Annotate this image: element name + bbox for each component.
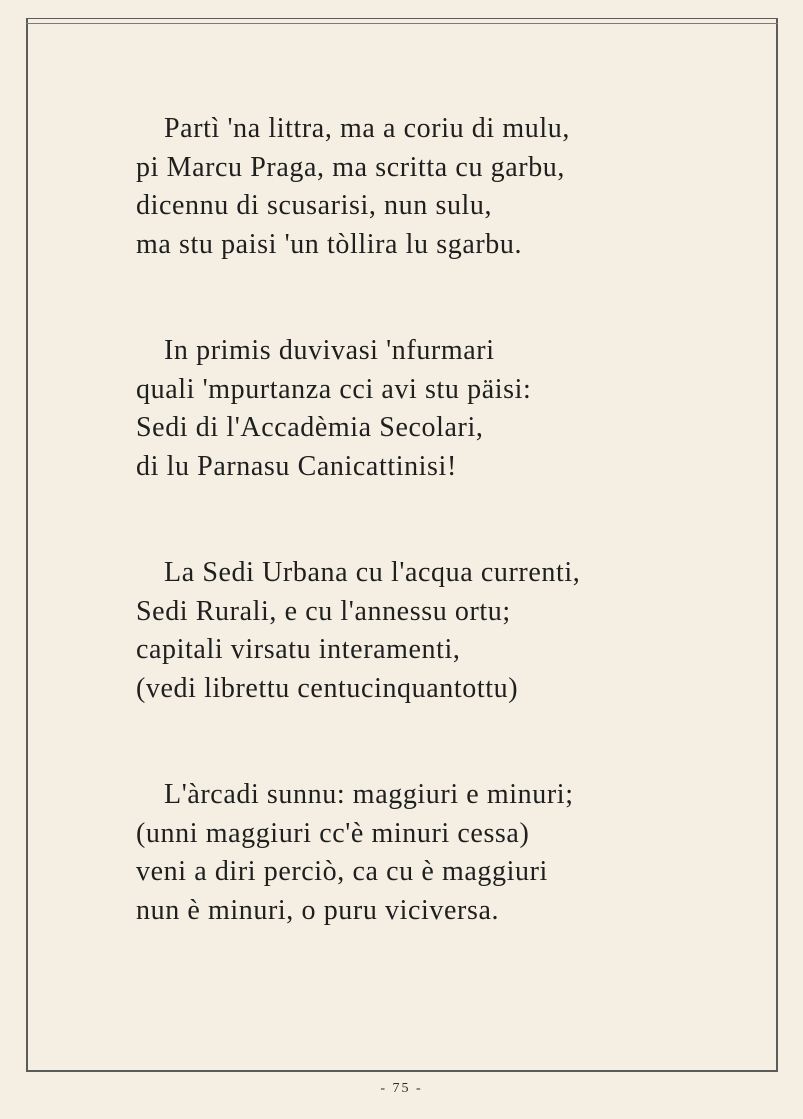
poem-line: ma stu paisi 'un tòllira lu sgarbu. [136,228,523,260]
stanza-3 [136,554,736,708]
poem-line: Sedi Rurali, e cu l'annessu ortu; [136,595,511,627]
poem-line: Partì 'na littra, ma a coriu di mulu, [164,113,570,144]
stanza-4 [136,776,736,930]
page-number: - 75 - [380,1081,423,1096]
poem-line: In primis duvivasi 'nfurmari [164,335,495,366]
poem-line: (unni maggiuri cc'è minuri cessa) [136,817,530,849]
poem [136,110,736,998]
bottom-rule [26,1070,778,1071]
poem-line: capitali virsatu interamenti, [136,634,461,665]
top-rule [26,23,778,24]
poem-line: veni a diri perciò, ca cu è maggiuri [136,856,548,887]
stanza-2 [136,332,736,486]
poem-line: L'àrcadi sunnu: maggiuri e minuri; [164,779,574,810]
poem-line: di lu Parnasu Canicattinisi! [136,450,457,482]
poem-line: pi Marcu Praga, ma scritta cu garbu, [136,151,566,183]
poem-line: La Sedi Urbana cu l'acqua currenti, [164,557,581,588]
poem-line: nun è minuri, o puru viciversa. [136,894,500,926]
poem-line: dicennu di scusarisi, nun sulu, [136,190,493,221]
stanza-1 [136,110,736,264]
poem-line: quali 'mpurtanza cci avi stu päisi: [136,373,532,405]
poem-line: (vedi librettu centucinquantottu) [136,672,519,704]
poem-line: Sedi di l'Accadèmia Secolari, [136,412,484,443]
